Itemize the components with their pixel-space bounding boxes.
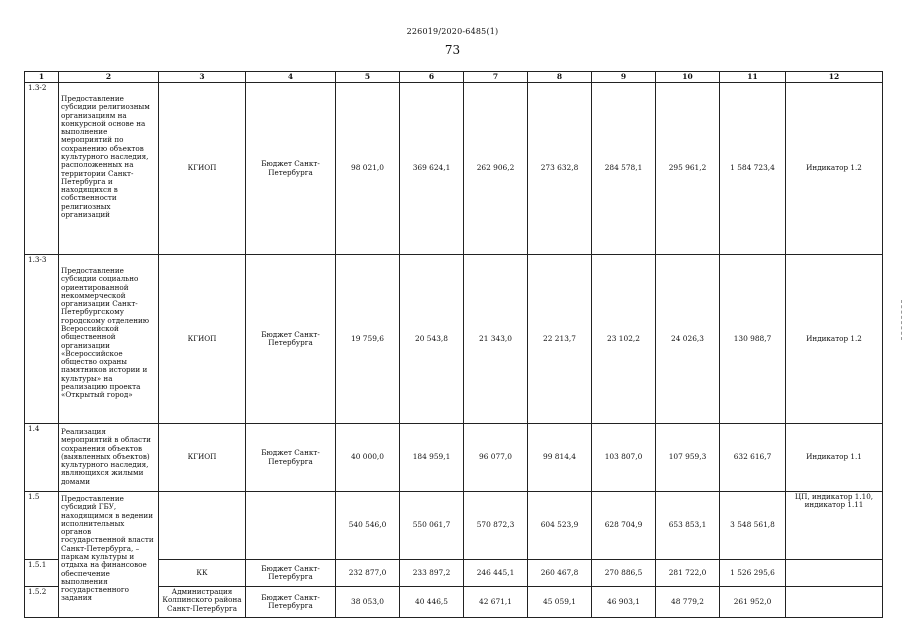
funding-source: Бюджет Санкт-Петербурга: [246, 255, 336, 424]
table-row: [25, 492, 883, 560]
value-cell: 20 543,8: [400, 255, 464, 424]
document-id: 226019/2020-6485(1): [406, 27, 499, 36]
total-cell: 130 988,7: [720, 255, 786, 424]
budget-table: [24, 71, 883, 618]
value-cell: 103 807,0: [592, 424, 656, 492]
indicator: Индикатор 1.2: [786, 83, 883, 255]
column-number: 7: [464, 72, 528, 83]
total-cell: 1 584 723,4: [720, 83, 786, 255]
value-cell: 46 903,1: [592, 587, 656, 618]
value-cell: 284 578,1: [592, 83, 656, 255]
executor: Администрация Колпинского района Санкт-Петербурга: [159, 587, 246, 618]
table-row: [25, 255, 883, 424]
value-cell: 24 026,3: [656, 255, 720, 424]
value-cell: 38 053,0: [336, 587, 400, 618]
activity-name: Предоставление субсидии религиозным организациям на конкурсной основе на выполнение мероприятий по сохранению объектов культурного наследия, расположенных на территории Санкт-Петербурга и находящихся в собственности религиозных организаций: [59, 83, 159, 255]
value-cell: 604 523,9: [528, 492, 592, 560]
value-cell: 369 624,1: [400, 83, 464, 255]
column-number: 9: [592, 72, 656, 83]
value-cell: 40 446,5: [400, 587, 464, 618]
indicator: Индикатор 1.2: [786, 255, 883, 424]
executor: [159, 492, 246, 560]
value-cell: 98 021,0: [336, 83, 400, 255]
value-cell: 99 814,4: [528, 424, 592, 492]
value-cell: 184 959,1: [400, 424, 464, 492]
row-number: 1.3-2: [25, 83, 59, 255]
row-number: 1.5.1: [25, 560, 59, 587]
executor: КГИОП: [159, 83, 246, 255]
indicator: [786, 587, 883, 618]
table-row: [25, 83, 883, 255]
value-cell: 262 906,2: [464, 83, 528, 255]
row-number: 1.4: [25, 424, 59, 492]
executor: КК: [159, 560, 246, 587]
value-cell: 270 886,5: [592, 560, 656, 587]
column-number: 11: [720, 72, 786, 83]
indicator: Индикатор 1.1: [786, 424, 883, 492]
column-number: 12: [786, 72, 883, 83]
column-number-row: [25, 72, 883, 83]
executor: КГИОП: [159, 424, 246, 492]
value-cell: 19 759,6: [336, 255, 400, 424]
column-number: 10: [656, 72, 720, 83]
funding-source: Бюджет Санкт-Петербурга: [246, 560, 336, 587]
total-cell: 261 952,0: [720, 587, 786, 618]
value-cell: 295 961,2: [656, 83, 720, 255]
value-cell: 628 704,9: [592, 492, 656, 560]
column-number: 8: [528, 72, 592, 83]
column-number: 2: [59, 72, 159, 83]
value-cell: 260 467,8: [528, 560, 592, 587]
column-number: 3: [159, 72, 246, 83]
value-cell: 550 061,7: [400, 492, 464, 560]
value-cell: 96 077,0: [464, 424, 528, 492]
row-number: 1.5: [25, 492, 59, 560]
funding-source: Бюджет Санкт-Петербурга: [246, 424, 336, 492]
value-cell: 540 546,0: [336, 492, 400, 560]
table-row: [25, 424, 883, 492]
value-cell: 273 632,8: [528, 83, 592, 255]
value-cell: 246 445,1: [464, 560, 528, 587]
total-cell: 632 616,7: [720, 424, 786, 492]
value-cell: 48 779,2: [656, 587, 720, 618]
total-cell: 3 548 561,8: [720, 492, 786, 560]
activity-name: Реализация мероприятий в области сохранения объектов (выявленных объектов) культурного наследия, являющихся жилыми домами: [59, 424, 159, 492]
value-cell: 232 877,0: [336, 560, 400, 587]
value-cell: 281 722,0: [656, 560, 720, 587]
column-number: 4: [246, 72, 336, 83]
row-number: 1.5.2: [25, 587, 59, 618]
value-cell: 40 000,0: [336, 424, 400, 492]
indicator: ЦП, индикатор 1.10, индикатор 1.11: [786, 492, 883, 560]
value-cell: 570 872,3: [464, 492, 528, 560]
indicator: [786, 560, 883, 587]
value-cell: 653 853,1: [656, 492, 720, 560]
value-cell: 23 102,2: [592, 255, 656, 424]
value-cell: 45 059,1: [528, 587, 592, 618]
column-number: 5: [336, 72, 400, 83]
funding-source: [246, 492, 336, 560]
page-number: 73: [444, 43, 461, 57]
funding-source: Бюджет Санкт-Петербурга: [246, 83, 336, 255]
value-cell: 21 343,0: [464, 255, 528, 424]
total-cell: 1 526 295,6: [720, 560, 786, 587]
row-number: 1.3-3: [25, 255, 59, 424]
column-number: 1: [25, 72, 59, 83]
value-cell: 233 897,2: [400, 560, 464, 587]
column-number: 6: [400, 72, 464, 83]
activity-name: Предоставление субсидий ГБУ, находящимся в ведении исполнительных органов государственной власти Санкт-Петербурга, – паркам культуры и отдыха на финансовое обеспечение выполнения государственного задания: [59, 492, 159, 618]
funding-source: Бюджет Санкт-Петербурга: [246, 587, 336, 618]
value-cell: 22 213,7: [528, 255, 592, 424]
executor: КГИОП: [159, 255, 246, 424]
value-cell: 107 959,3: [656, 424, 720, 492]
activity-name: Предоставление субсидии социально ориентированной некоммерческой организации Санкт-Петербургскому городскому отделению Всероссийской общественной организации «Всероссийское общество охраны памятников истории и культуры» на реализацию проекта «Открытый город»: [59, 255, 159, 424]
value-cell: 42 671,1: [464, 587, 528, 618]
scan-margin-mark: [901, 300, 903, 340]
